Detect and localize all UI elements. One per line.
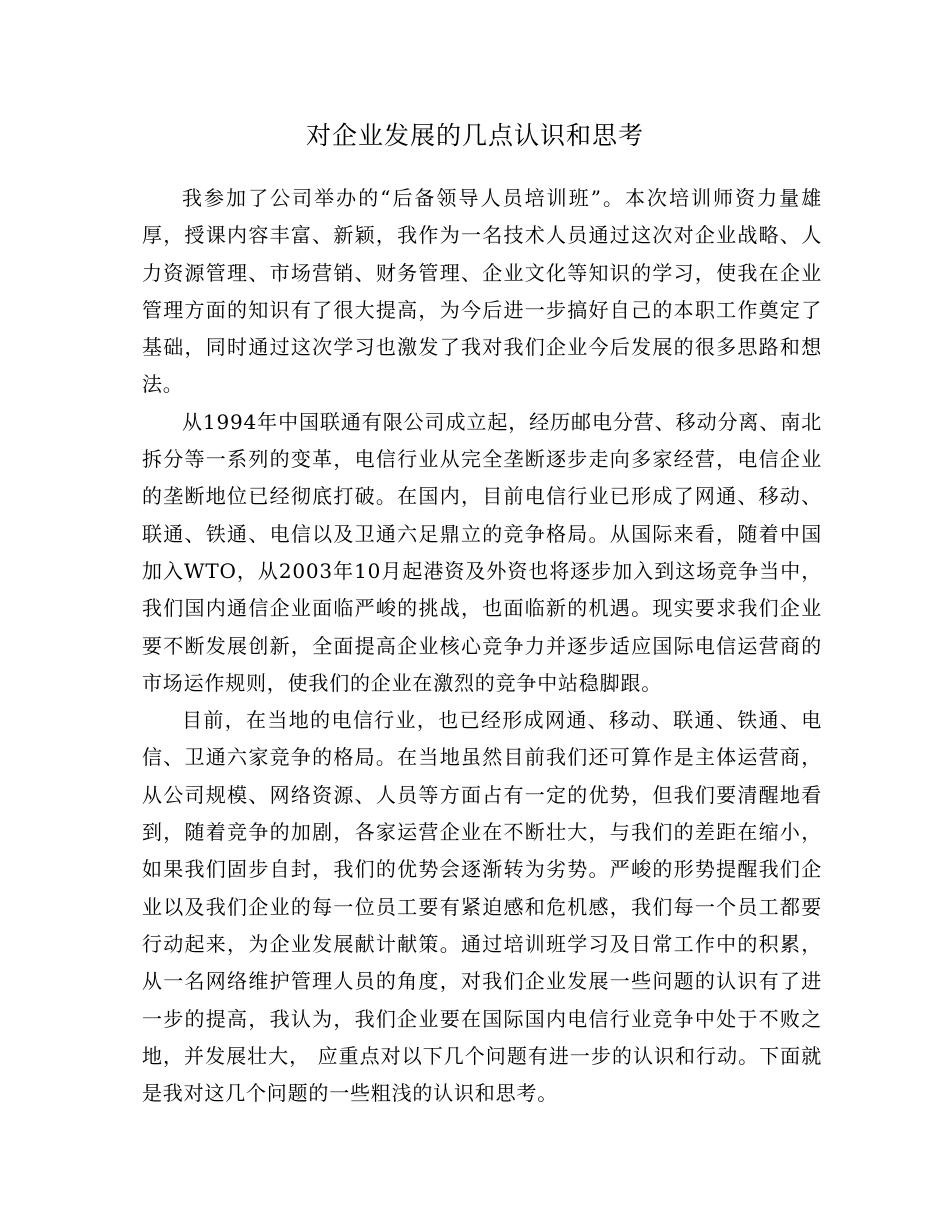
paragraph-3: 目前，在当地的电信行业，也已经形成网通、移动、联通、铁通、电信、卫通六家竞争的格局。在当地虽然目前我们还可算作是主体运营商，从公司规模、网络资源、人员等方面占有一定的优势，但我们要清醒地看到，随着竞争的加剧，各家运营企业在不断壮大，与我们的差距在缩小，如果我们固步自封，我们的优势会逐渐转为劣势。严峻的形势提醒我们企业以及我们企业的每一位员工要有紧迫感和危机感，我们每一个员工都要行动起来，为企业发展献计献策。通过培训班学习及日常工作中的积累，从一名网络维护管理人员的角度，对我们企业发展一些问题的认识有了进一步的提高，我认为，我们企业要在国际国内电信行业竞争中处于不败之地，并发展壮大， 应重点对以下几个问题有进一步的认识和行动。下面就是我对这几个问题的一些粗浅的认识和思考。: [142, 708, 822, 1106]
document-title: 对企业发展的几点认识和思考: [305, 121, 644, 150]
paragraph-2: 从1994年中国联通有限公司成立起，经历邮电分营、移动分离、南北拆分等一系列的变革，电信行业从完全垄断逐步走向多家经营，电信企业的垄断地位已经彻底打破。在国内，目前电信行业已形成了网通、移动、联通、铁通、电信以及卫通六足鼎立的竞争格局。从国际来看，随着中国加入WTO，从2003年10月起港资及外资也将逐步加入到这场竞争当中，我们国内通信企业面临严峻的挑战，也面临新的机遇。现实要求我们企业要不断发展创新，全面提高企业核心竞争力并逐步适应国际电信运营商的市场运作规则，使我们的企业在激烈的竞争中站稳脚跟。: [142, 409, 822, 695]
paragraph-1: 我参加了公司举办的“后备领导人员培训班”。本次培训师资力量雄厚，授课内容丰富、新颖，我作为一名技术人员通过这次对企业战略、人力资源管理、市场营销、财务管理、企业文化等知识的学习，使我在企业管理方面的知识有了很大提高，为今后进一步搞好自己的本职工作奠定了基础，同时通过这次学习也激发了我对我们企业今后发展的很多思路和想法。: [142, 186, 822, 397]
document-body: [142, 180, 822, 1112]
